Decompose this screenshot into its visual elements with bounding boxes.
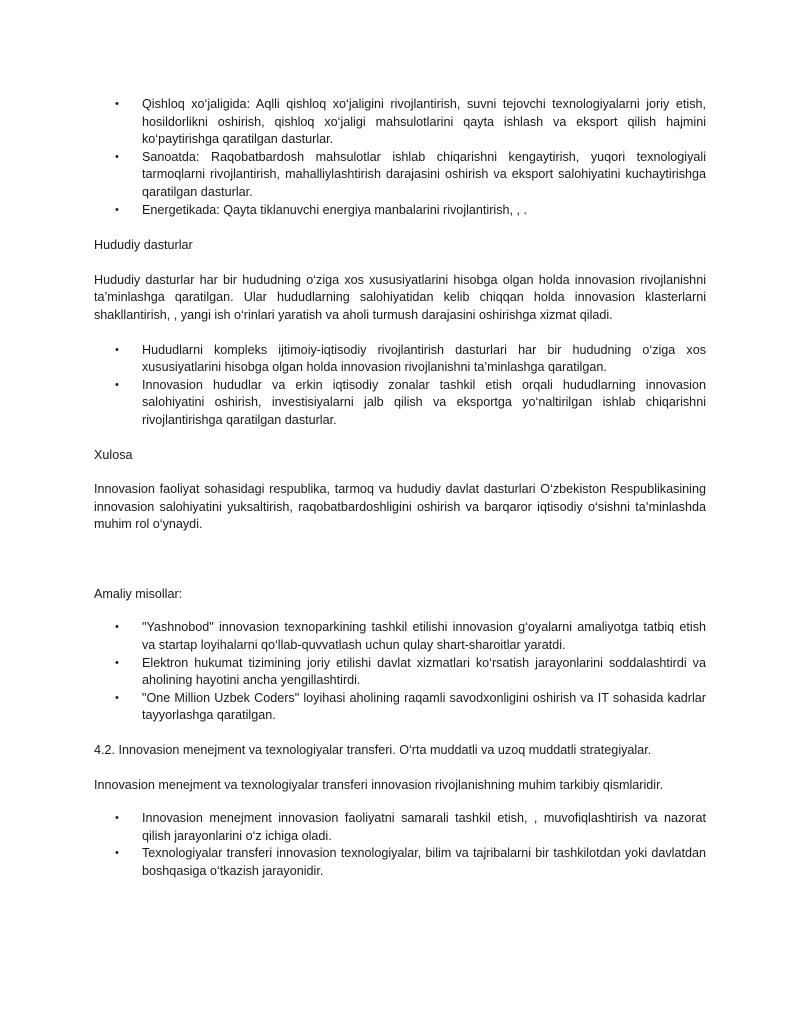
list-item [94,690,706,725]
list-item-text: "One Million Uzbek Coders" loyihasi aholining raqamli savodxonligini oshirish va IT sohasida kadrlar tayyorlashga qaratilgan. [142,690,706,723]
list-item-text: Qishloq xo‘jaligida: Aqlli qishloq xo‘jaligini rivojlantirish, suvni tejovchi texnologiyalarni joriy etish, hosildorlikni oshirish, qishloq xo‘jaligi mahsulotlarini qayta ishlash va eksport qilish hajmini ko‘paytirishga qaratilgan dasturlar. [142,97,706,147]
list-item-text: "Yashnobod" innovasion texnoparkining tashkil etilishi innovasion g‘oyalarni amaliyotga tatbiq etish va startap loyihalarni qo‘llab-quvvatlash uchun qulay shart-sharoitlar yaratdi. [142,620,706,653]
section-paragraph: Innovasion menejment va texnologiyalar transferi innovasion rivojlanishning muhim tarkibiy qismlaridir. [94,777,664,792]
document-page [94,96,706,881]
bullet-marker: • [115,691,119,704]
list-item-text: Hududlarni kompleks ijtimoiy-iqtisodiy rivojlantirish dasturlari har bir hududning o‘ziga xos xususiyatlarini hisobga olgan holda innovasion rivojlanishni ta’minlashga qaratilgan. [142,342,706,375]
bullet-marker: • [115,378,119,391]
conclusion-paragraph: Innovasion faoliyat sohasidagi respublika, tarmoq va hududiy davlat dasturlari O‘zbekiston Respublikasining innovasion salohiyatini yuksaltirish, raqobatbardoshligini oshirish va barqaror iqtisodiy o‘sishni ta’minlashda muhim rol o‘ynaydi. [94,482,706,532]
list-item-text: Innovasion hududlar va erkin iqtisodiy zonalar tashkil etish orqali hududlarning innovasion salohiyatini oshirish, investisiyalarni jalb qilish va eksportga yo‘naltirilgan ishlab chiqarishni rivojlantirishga qaratilgan dasturlar. [142,377,706,427]
sector-programs-list [94,96,706,219]
list-item [94,377,706,430]
bullet-marker: • [115,812,119,825]
list-item-text: Sanoatda: Raqobatbardosh mahsulotlar ishlab chiqarishni kengaytirish, yuqori texnologiyali tarmoqlarni rivojlantirish, mahalliylashtirish darajasini oshirish va eksport salohiyatini kuchaytirishga qaratilgan dasturlar. [142,149,706,199]
bullet-marker: • [115,621,119,634]
list-item-text: Texnologiyalar transferi innovasion texnologiyalar, bilim va tajribalarni bir tashkilotdan yoki davlatdan boshqasiga o‘tkazish jarayonidir. [142,846,706,878]
list-item [94,342,706,377]
conclusion-heading: Xulosa [94,447,133,462]
bullet-marker: • [115,656,119,669]
list-item-text: Energetikada: Qayta tiklanuvchi energiya manbalarini rivojlantirish, , . [142,202,528,217]
list-item-text: Innovasion menejment innovasion faoliyatni samarali tashkil etish, , muvofiqlashtirish va nazorat qilish jarayonlarini o‘z ichiga oladi. [142,811,706,843]
list-item [94,96,706,149]
section-heading: 4.2. Innovasion menejment va texnologiyalar transferi. O‘rta muddatli va uzoq muddatli strategiyalar. [94,743,652,758]
regional-programs-heading: Hududiy dasturlar [94,238,193,253]
list-item [94,810,706,845]
list-item [94,149,706,202]
list-item [94,619,706,654]
bullet-marker: • [115,847,119,860]
management-list [94,810,706,880]
list-item [94,202,706,220]
bullet-marker: • [115,98,119,110]
list-item [94,655,706,690]
list-item-text: Elektron hukumat tizimining joriy etilishi davlat xizmatlari ko‘rsatish jarayonlarini soddalashtirdi va aholining hayotini ancha yengillashtirdi. [142,655,706,688]
bullet-marker: • [115,343,119,356]
bullet-marker: • [115,203,119,216]
regional-programs-list [94,342,706,430]
bullet-marker: • [115,150,119,163]
examples-heading: Amaliy misollar: [94,586,183,601]
list-item [94,845,706,880]
regional-programs-paragraph: Hududiy dasturlar har bir hududning o‘ziga xos xususiyatlarini hisobga olgan holda innovasion rivojlanishni ta’minlashga qaratilgan. Ular hududlarning salohiyatidan kelib chiqqan holda innovasion klasterlarni shakllantirish, , yangi ish o‘rinlari yaratish va aholi turmush darajasini oshirishga xizmat qiladi. [94,272,706,322]
examples-list [94,619,706,725]
